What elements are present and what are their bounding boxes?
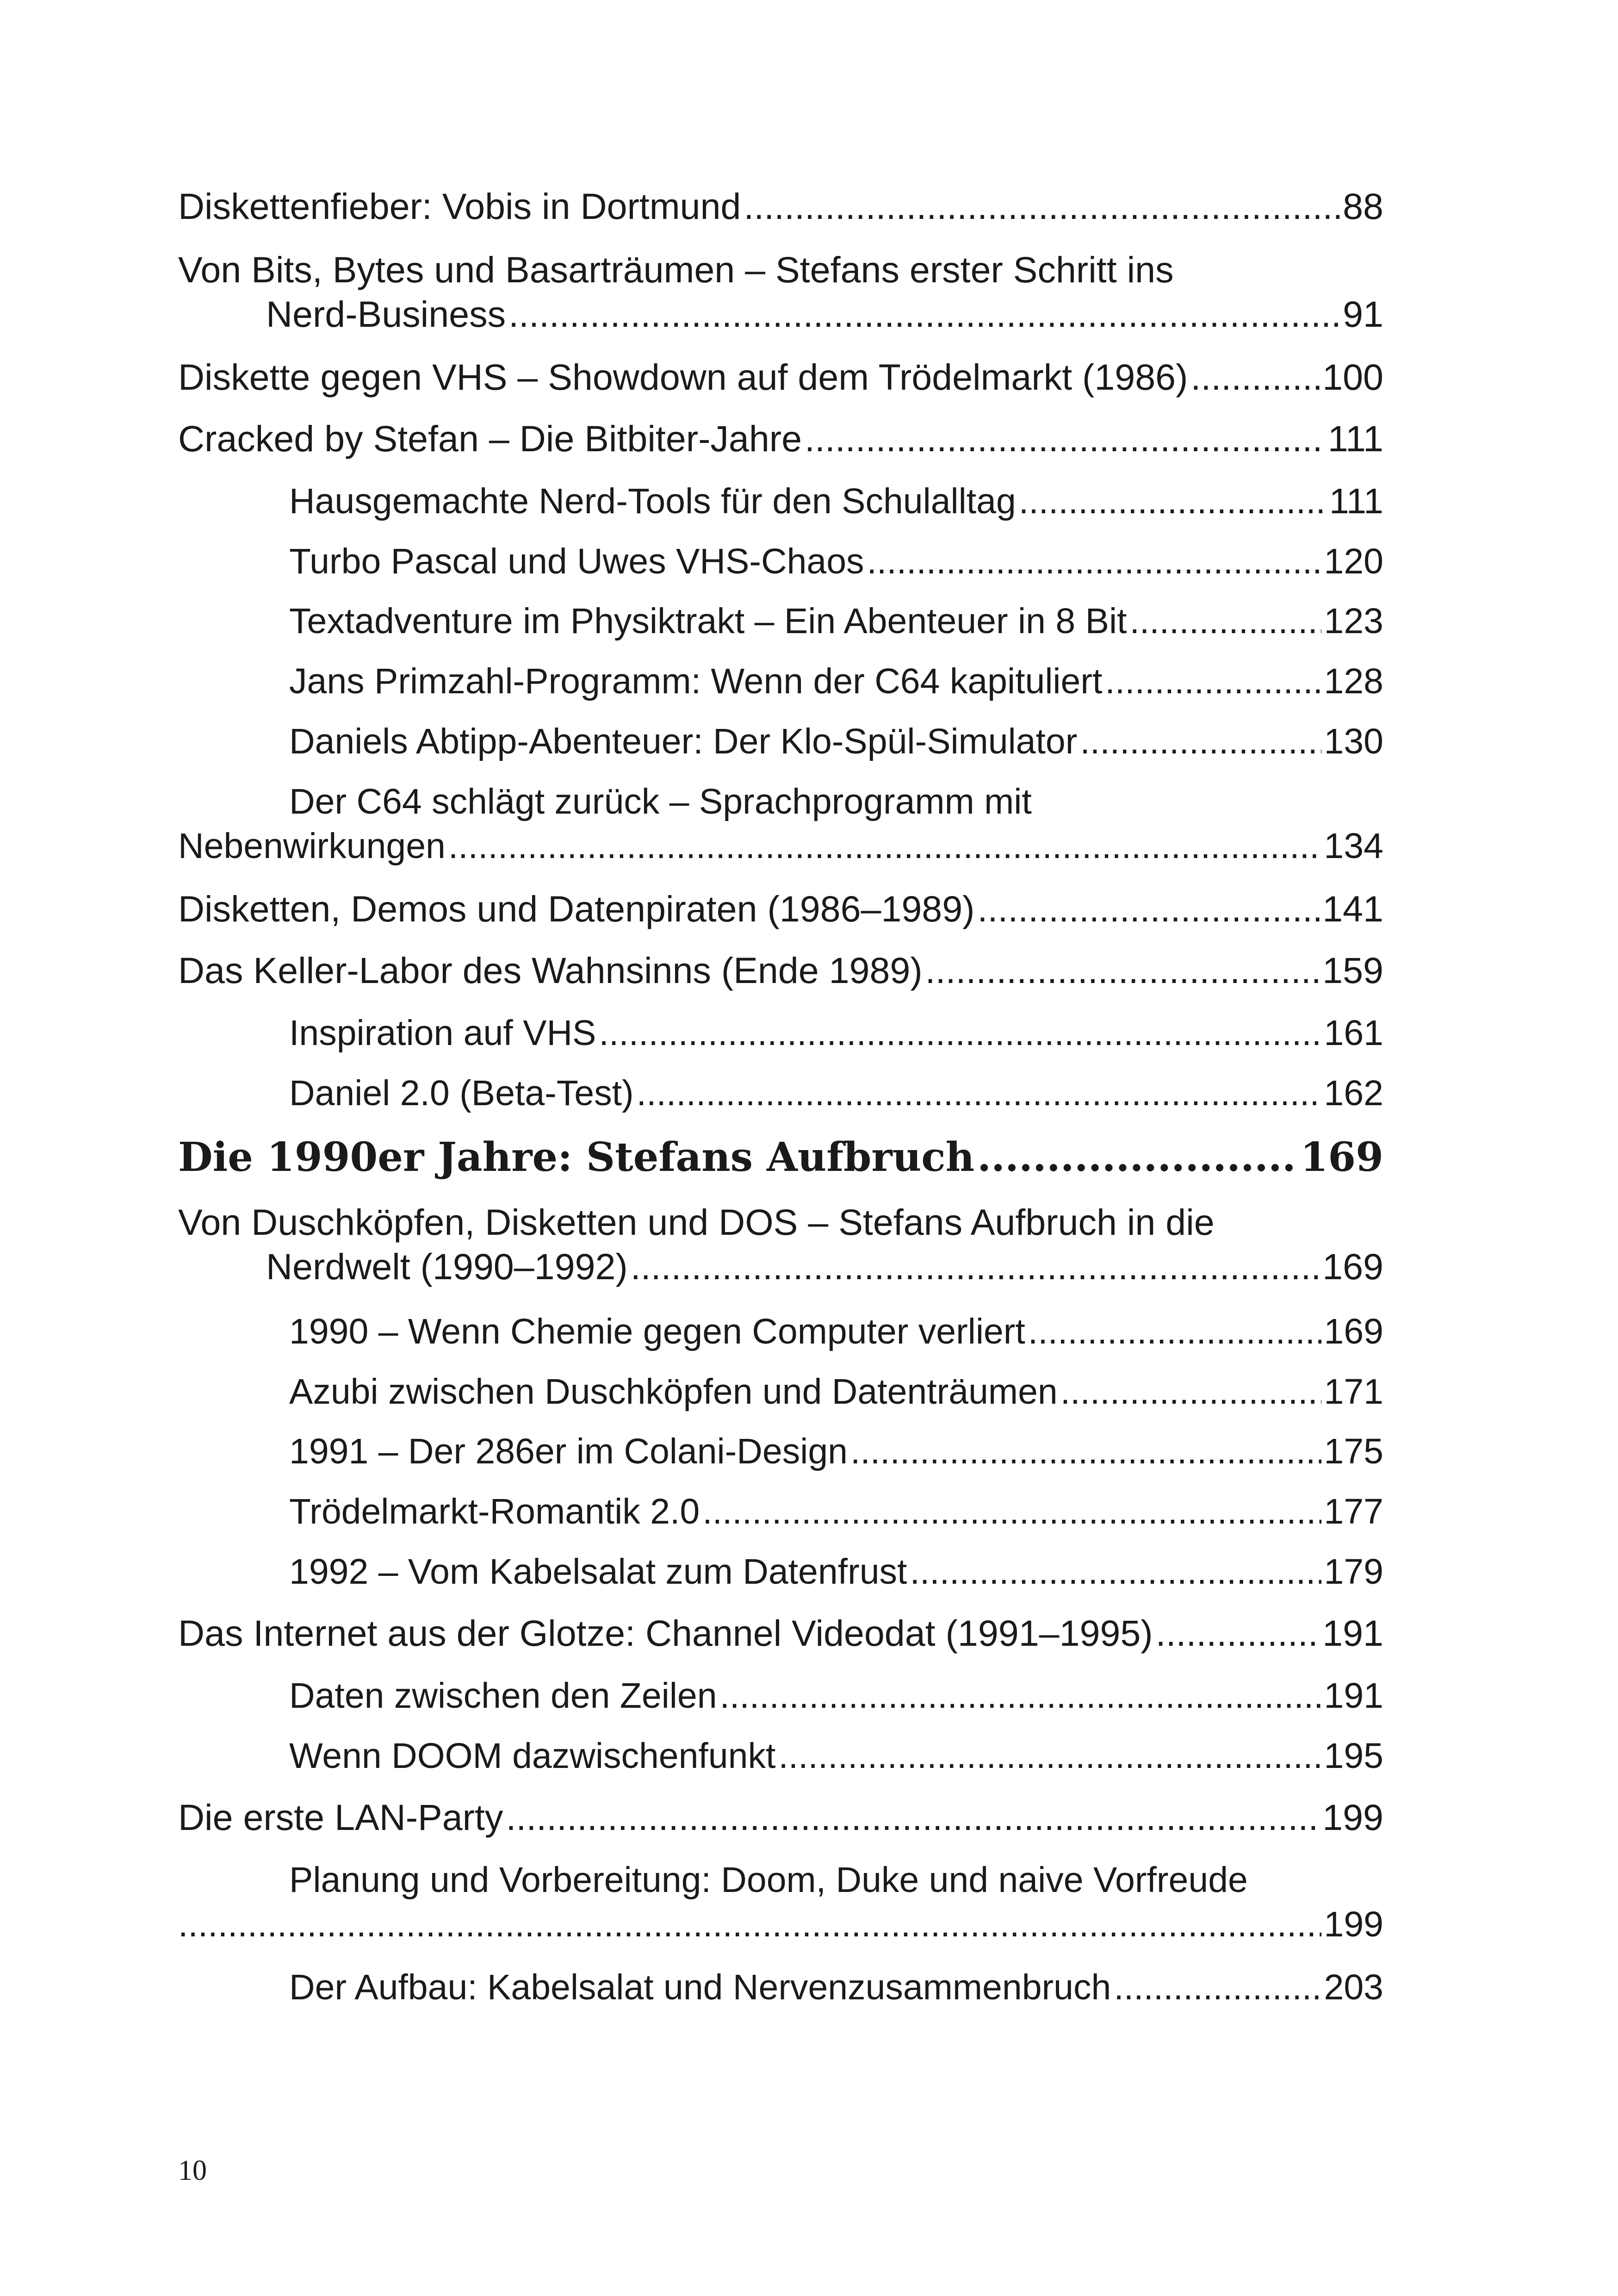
toc-leader-dots xyxy=(637,1071,1321,1115)
toc-entry-page: 123 xyxy=(1324,601,1383,641)
toc-entry-page: 175 xyxy=(1324,1431,1383,1471)
toc-entry-title-line1: Der C64 schlägt zurück – Sprachprogramm mit xyxy=(289,782,1032,821)
toc-entry-title: Daten zwischen den Zeilen xyxy=(289,1676,717,1716)
toc-entry-title: Nebenwirkungen xyxy=(178,826,446,866)
toc-leader-dots xyxy=(805,417,1325,461)
toc-entry xyxy=(178,948,1383,993)
toc-subentry xyxy=(289,1489,1383,1534)
toc-entry-page: 162 xyxy=(1324,1073,1383,1113)
toc-entry-title: Das Keller-Labor des Wahnsinns (Ende 1989) xyxy=(178,950,923,991)
toc-subentry xyxy=(289,599,1383,643)
toc-entry-title: Daniel 2.0 (Beta-Test) xyxy=(289,1073,634,1113)
toc-leader-dots xyxy=(506,1795,1320,1840)
toc-entry-title: 1990 – Wenn Chemie gegen Computer verliert xyxy=(289,1312,1025,1351)
toc-subentry xyxy=(289,1309,1383,1354)
toc-leader-dots xyxy=(1129,599,1321,643)
toc-leader-dots xyxy=(508,292,1340,336)
toc-entry-title: Nerdwelt (1990–1992) xyxy=(266,1246,628,1287)
toc-entry-page: 111 xyxy=(1327,418,1383,459)
toc-entry-title: Turbo Pascal und Uwes VHS-Chaos xyxy=(289,541,864,581)
toc-entry-page: 171 xyxy=(1324,1372,1383,1412)
toc-entry-page: 128 xyxy=(1324,661,1383,701)
toc-entry-title: Trödelmarkt-Romantik 2.0 xyxy=(289,1492,700,1531)
toc-entry-title: Diskette gegen VHS – Showdown auf dem Trödelmarkt (1986) xyxy=(178,356,1188,398)
toc-entry-title-line1: Von Duschköpfen, Disketten und DOS – Stefans Aufbruch in die xyxy=(178,1201,1215,1243)
toc-part-heading xyxy=(178,1134,1383,1181)
toc-leader-dots xyxy=(1028,1309,1321,1354)
toc-leader-dots xyxy=(744,184,1340,229)
toc-subentry xyxy=(178,779,1383,868)
toc-entry-title: Inspiration auf VHS xyxy=(289,1013,596,1053)
toc-subentry xyxy=(289,1011,1383,1055)
toc-leader-dots xyxy=(977,1134,1297,1181)
toc-entry-title-line1: Von Bits, Bytes und Basarträumen – Stefans erster Schritt ins xyxy=(178,249,1174,290)
toc-entry-title: Jans Primzahl-Programm: Wenn der C64 kapituliert xyxy=(289,661,1103,701)
toc-entry xyxy=(178,887,1383,931)
toc-subentry xyxy=(289,1071,1383,1115)
toc-entry-title: Disketten, Demos und Datenpiraten (1986–1989) xyxy=(178,888,975,929)
toc-subentry xyxy=(289,539,1383,584)
toc-leader-dots xyxy=(910,1549,1321,1594)
toc-leader-dots xyxy=(1190,355,1320,399)
toc-leader-dots xyxy=(1060,1369,1321,1414)
toc-entry-title: Azubi zwischen Duschköpfen und Datenträumen xyxy=(289,1372,1058,1412)
toc-entry-page: 191 xyxy=(1324,1676,1383,1716)
toc-leader-dots xyxy=(925,948,1320,993)
toc-leader-dots xyxy=(720,1674,1321,1718)
toc-leader-dots xyxy=(778,1734,1321,1778)
toc-entry-page: 203 xyxy=(1324,1967,1383,2007)
toc-entry xyxy=(178,355,1383,399)
toc-entry-page: 191 xyxy=(1322,1612,1383,1654)
toc-entry xyxy=(178,248,1383,336)
toc-entry-title: Die 1990er Jahre: Stefans Aufbruch xyxy=(178,1134,975,1181)
toc-entry-title: Der Aufbau: Kabelsalat und Nervenzusammenbruch xyxy=(289,1967,1111,2007)
toc-entry-page: 179 xyxy=(1324,1552,1383,1592)
toc-entry-title: Daniels Abtipp-Abenteuer: Der Klo-Spül-Simulator xyxy=(289,722,1078,761)
toc-leader-dots xyxy=(178,1902,1321,1947)
toc-entry-page: 120 xyxy=(1324,541,1383,581)
toc-subentry xyxy=(289,1734,1383,1778)
toc-entry-title: Diskettenfieber: Vobis in Dortmund xyxy=(178,186,741,227)
toc-entry-title: Wenn DOOM dazwischenfunkt xyxy=(289,1736,776,1776)
toc-entry xyxy=(178,1611,1383,1655)
toc-entry-title-line1: Planung und Vorbereitung: Doom, Duke und naive Vorfreude xyxy=(289,1860,1248,1900)
toc-leader-dots xyxy=(1114,1965,1321,2010)
toc-entry-title: Hausgemachte Nerd-Tools für den Schulalltag xyxy=(289,481,1016,521)
toc-leader-dots xyxy=(448,824,1321,868)
toc-entry-page: 161 xyxy=(1324,1013,1383,1053)
toc-entry-title: 1992 – Vom Kabelsalat zum Datenfrust xyxy=(289,1552,907,1592)
toc-entry-title: 1991 – Der 286er im Colani-Design xyxy=(289,1431,848,1471)
toc-leader-dots xyxy=(599,1011,1321,1055)
toc-entry-page: 134 xyxy=(1324,826,1383,866)
toc-leader-dots xyxy=(702,1489,1321,1534)
toc-entry-page: 159 xyxy=(1322,950,1383,991)
page-number: 10 xyxy=(178,2155,207,2186)
toc-leader-dots xyxy=(1156,1611,1320,1655)
toc-entry xyxy=(178,1795,1383,1840)
toc-leader-dots xyxy=(631,1244,1320,1289)
toc-subentry xyxy=(289,719,1383,764)
toc-leader-dots xyxy=(1080,719,1321,764)
toc-leader-dots xyxy=(978,887,1320,931)
toc-subentry xyxy=(289,659,1383,703)
toc-entry-page: 141 xyxy=(1322,888,1383,929)
toc-entry xyxy=(178,184,1383,229)
toc-leader-dots xyxy=(850,1429,1321,1474)
toc-entry-page: 199 xyxy=(1324,1904,1383,1944)
toc-entry-page: 199 xyxy=(1322,1797,1383,1838)
toc-entry xyxy=(178,417,1383,461)
toc-subentry xyxy=(289,1965,1383,2010)
toc-entry-page: 177 xyxy=(1324,1492,1383,1531)
toc-subentry xyxy=(289,1549,1383,1594)
toc-entry-page: 91 xyxy=(1343,293,1383,335)
toc-entry-page: 169 xyxy=(1300,1134,1383,1181)
toc-subentry xyxy=(178,1858,1383,1947)
toc-entry-title: Cracked by Stefan – Die Bitbiter-Jahre xyxy=(178,418,802,459)
toc-entry-page: 111 xyxy=(1329,481,1383,521)
toc-entry-page: 100 xyxy=(1322,356,1383,398)
toc-entry-title: Das Internet aus der Glotze: Channel Videodat (1991–1995) xyxy=(178,1612,1153,1654)
toc-entry-page: 169 xyxy=(1322,1246,1383,1287)
toc-entry-title: Textadventure im Physiktrakt – Ein Abenteuer in 8 Bit xyxy=(289,601,1127,641)
toc-subentry xyxy=(289,1369,1383,1414)
toc-subentry xyxy=(289,1429,1383,1474)
toc-entry xyxy=(178,1200,1383,1289)
toc-entry-title: Nerd-Business xyxy=(266,293,506,335)
toc-entry-page: 130 xyxy=(1324,722,1383,761)
toc-entry-title: Die erste LAN-Party xyxy=(178,1797,503,1838)
toc-subentry xyxy=(289,1674,1383,1718)
toc-leader-dots xyxy=(867,539,1321,584)
toc-entry-page: 169 xyxy=(1324,1312,1383,1351)
toc-subentry xyxy=(289,479,1383,523)
toc-entry-page: 195 xyxy=(1324,1736,1383,1776)
toc-leader-dots xyxy=(1105,659,1321,703)
toc-leader-dots xyxy=(1019,479,1327,523)
toc-entry-page: 88 xyxy=(1343,186,1383,227)
